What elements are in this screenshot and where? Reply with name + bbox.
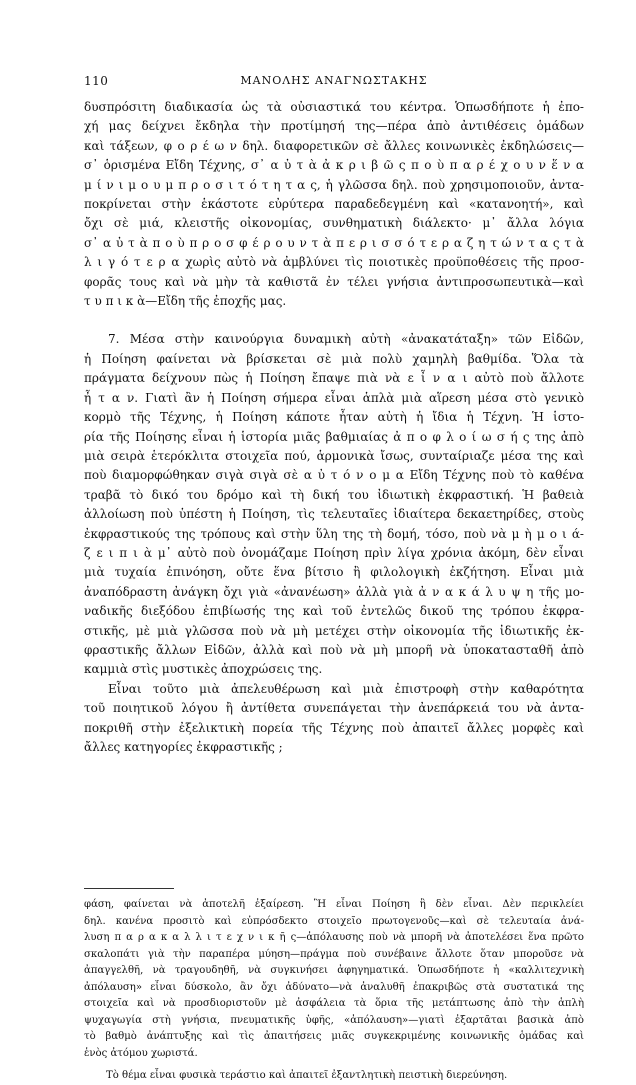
- paragraph-3: [84, 680, 584, 758]
- text-line: ἀναπόδραστη ἀνάγκη ὄχι γιὰ «ἀνανέωση» ἀλλὰ γιὰ ἀ ν α κ ά λ υ ψ η τῆς μο-: [84, 584, 584, 599]
- page-number: 110: [84, 74, 109, 88]
- footnote: [84, 897, 584, 1085]
- text-line: φορᾶς τους καὶ νὰ μὴν τὰ καθιστᾶ ἐν τέλει γνήσια ἀντιπροσωπευτικὰ—καὶ: [84, 274, 584, 289]
- text-line: τ υ π ι κ ὰ—Εἴδη τῆς ἐποχῆς μας.: [84, 294, 287, 309]
- text-line: ποκριθῆ στὴν ἐξελικτικὴ πορεία τῆς Τέχνης ποὺ ἀπαιτεῖ ἄλλες μορφὲς καὶ: [84, 720, 584, 735]
- text-line: ποκρίνεται στὴν ἑκάστοτε εὐρύτερα παραδεδεγμένη καὶ «κατανοητή», καὶ: [84, 197, 584, 212]
- text-line: πράγματα δείχνουν πὼς ἡ Ποίηση ἔπαψε πιὰ νὰ ε ἶ ν α ι αὐτὸ ποὺ ἄλλοτε: [84, 371, 584, 386]
- text-line: κορμὸ τῆς Τέχνης, ἡ Ποίηση κάποτε ἦταν αὐτὴ ἡ ἴδια ἡ Τέχνη. Ἡ ἱστο-: [84, 410, 584, 425]
- text-line: λ ι γ ό τ ε ρ α χωρὶς αὐτὸ νὰ ἀμβλύνει τὶς ποιοτικὲς προϋποθέσεις τῆς προσ-: [84, 255, 584, 270]
- text-line: μ ί ν ι μ ο υ μ π ρ ο σ ι τ ό τ η τ α ς, ἡ γλῶσσα δηλ. ποὺ χρησιμοποιοῦν, ἀντα-: [84, 177, 584, 192]
- text-line: σ᾽ α ὐ τ ὰ π ο ὺ π ρ ο σ φ έ ρ ο υ ν τ ὰ π ε ρ ι σ σ ό τ ε ρ α ζ η τ ώ ν τ α ς τ ὰ: [84, 235, 584, 250]
- text-line: τοῦ ποιητικοῦ λόγου ἢ ἀντίθετα συνεπάγεται τὴν ἀνεπάρκειά του νὰ ἀντα-: [84, 701, 584, 716]
- footnote-line: ἀπόλαυση» εἶναι δύσκολο, ἂν ὄχι ἀδύνατο—νὰ ἀναλυθῆ ἐπακριβῶς στὰ συστατικά της: [84, 981, 584, 993]
- footnote-divider: [84, 888, 174, 889]
- text-line: στικῆς, μὲ μιὰ γλῶσσα ποὺ νὰ μὴ μετέχει στὴν οἰκονομία τῆς ἰδιωτικῆς ἐκ-: [84, 623, 584, 638]
- text-line: ζ ε ι π ι ὰ μ᾽ αὐτὸ ποὺ ὀνομάζαμε Ποίηση πρὶν λίγα χρόνια ἀκόμη, δὲν εἶναι: [84, 545, 584, 560]
- footnote-closing: Τὸ θέμα εἶναι φυσικὰ τεράστιο καὶ ἀπαιτεῖ ἐξαντλητικὴ πειστικὴ διερεύνηση.: [106, 1070, 508, 1081]
- text-line: μιὰ σειρὰ ἑτερόκλιτα στοιχεῖα πού, ἁρμονικὰ ἴσως, συνταίριαζε μέσα της καὶ: [84, 448, 584, 463]
- text-line: Εἶναι τοῦτο μιὰ ἀπελευθέρωση καὶ μιὰ ἐπιστροφὴ στὴν καθαρότητα: [108, 681, 584, 696]
- paragraph-1: [84, 98, 584, 311]
- text-line: ἦ τ α ν. Γιατὶ ἂν ἡ Ποίηση σήμερα εἶναι ἁπλὰ μιὰ αἵρεση μέσα στὸ γενικὸ: [84, 390, 584, 405]
- text-line: ὄχι σὲ μιά, κλειστῆς οἰκονομίας, συνθηματικὴ διάλεκτο· μ᾽ ἄλλα λόγια: [84, 216, 584, 231]
- text-line: ναδικῆς διεξόδου ἐπιβίωσής της καὶ τοῦ ἐντελῶς δικοῦ της τρόπου ἐκφρα-: [84, 604, 584, 619]
- text-line: ἡ Ποίηση φαίνεται νὰ βρίσκεται σὲ μιὰ πολὺ χαμηλὴ βαθμίδα. Ὅλα τὰ: [84, 351, 584, 366]
- footnote-line: ψυχαγωγία στὴ γνήσια, πνευματικῆς ὑφῆς, «ἀπόλαυση»—γιατὶ ἐξαρτᾶται βασικὰ ἀπὸ: [84, 1014, 584, 1026]
- text-line: καμμιὰ στὶς μυστικὲς ἀποχρώσεις της.: [84, 662, 323, 677]
- footnote-line: τὸ βαθμὸ ἀνάπτυξης καὶ τὶς ἀπαιτήσεις μιᾶς συγκεκριμένης κοινωνικῆς ὁμάδας καὶ: [84, 1031, 584, 1042]
- footnote-line: ἑνὸς ἀτόμου χωριστά.: [84, 1047, 198, 1059]
- text-line: χή μας δείχνει ἔκδηλα τὴν προτίμησή της—πέρα ἀπὸ ἀντιθέσεις ὁμάδων: [84, 119, 584, 134]
- footnote-line: λυση π α ρ α κ α λ λ ι τ ε χ ν ι κ ῆ ς—ἀπόλαυσης ποὺ νὰ μπορῆ νὰ ἀποτελέσει ἕνα πρῶτο: [84, 932, 584, 943]
- footnote-line: στοιχεῖα καὶ νὰ προσδιοριστοῦν μὲ ἀσφάλεια τὰ ὅρια τῆς μετάπτωσης ἀπὸ τὴν ἁπλὴ: [84, 998, 584, 1009]
- footnote-line: φάση, φαίνεται νὰ ἀποτελῆ ἐξαίρεση. Ἢ εἶναι Ποίηση ἢ δὲν εἶναι. Δὲν περικλείει: [84, 899, 584, 910]
- running-title: ΜΑΝΟΛΗΣ ΑΝΑΓΝΩΣΤΑΚΗΣ: [240, 74, 428, 87]
- footnote-line: σκαλοπάτι γιὰ τὴν παραπέρα μύηση—πράγμα ποὺ συνέβαινε ἄλλοτε ὅταν μποροῦσε νὰ: [84, 948, 584, 960]
- text-line: σ᾽ ὁρισμένα Εἴδη Τέχνης, σ᾽ α ὐ τ ὰ ἀ κ ρ ι β ῶ ς π ο ὺ π α ρ έ χ ο υ ν ἕ ν α: [84, 158, 584, 173]
- text-line: ρία τῆς Ποίησης εἶναι ἡ ἱστορία μιᾶς βαθμιαίας ἀ π ο φ λ ο ί ω σ ή ς της ἀπὸ: [84, 429, 584, 444]
- text-line: καὶ τάξεων, φ ο ρ έ ω ν δηλ. διαφορετικῶν σὲ ἄλλες κοινωνικὲς ἐκδηλώσεις—: [84, 138, 584, 153]
- footnote-line: δηλ. κανένα προσιτὸ καὶ εὐπρόσδεκτο στοιχεῖο πρωτογενοῦς—καὶ σὲ τελευταία ἀνά-: [84, 915, 584, 927]
- text-line: φραστικῆς ἄλλων Εἰδῶν, ἀλλὰ καὶ ποὺ νὰ μὴ μπορῆ νὰ ὑποκατασταθῆ ἀπὸ: [84, 642, 584, 657]
- text-line: ἐκφραστικούς της τρόπους καὶ στὴν ὕλη της τὴ δομή, τόσο, ποὺ νὰ μ ὴ μ ο ι ά-: [84, 526, 584, 541]
- text-line: δυσπρόσιτη διαδικασία ὡς τὰ οὐσιαστικά του κέντρα. Ὁπωσδήποτε ἡ ἐπο-: [84, 100, 584, 114]
- footnote-line: ἀπαγγελθῆ, νὰ τραγουδηθῆ, νὰ συγκινήσει ἀφηγηματικά. Ὁπωσδήποτε ἡ «καλλιτεχνικὴ: [84, 965, 584, 976]
- paragraph-2: [84, 330, 584, 679]
- text-line: ἄλλες κατηγορίες ἐκφραστικῆς ;: [84, 740, 283, 754]
- main-text: [84, 98, 584, 757]
- text-line: μιὰ τυχαία ἐπινόηση, οὔτε ἕνα βίτσιο ἢ φιλολογικὴ ἐκζήτηση. Εἶναι μιὰ: [84, 565, 584, 580]
- text-line: ποὺ διαμορφώθηκαν σιγὰ σιγὰ σὲ α ὐ τ ό ν ο μ α Εἴδη Τέχνης ποὺ τὸ καθένα: [84, 468, 584, 483]
- text-line: ἀλλοίωση ποὺ ὑπέστη ἡ Ποίηση, τὶς τελευταῖες ἰδιαίτερα δεκαετηρίδες, στοὺς: [84, 507, 584, 522]
- text-line: 7. Μέσα στὴν καινούργια δυναμικὴ αὐτὴ «ἀνακατάταξη» τῶν Εἰδῶν,: [108, 332, 584, 347]
- text-line: τραβᾶ τὸ δικό του δρόμο καὶ τὴ δική του ἰδιωτικὴ ἐκφραστική. Ἡ βαθειὰ: [84, 487, 584, 502]
